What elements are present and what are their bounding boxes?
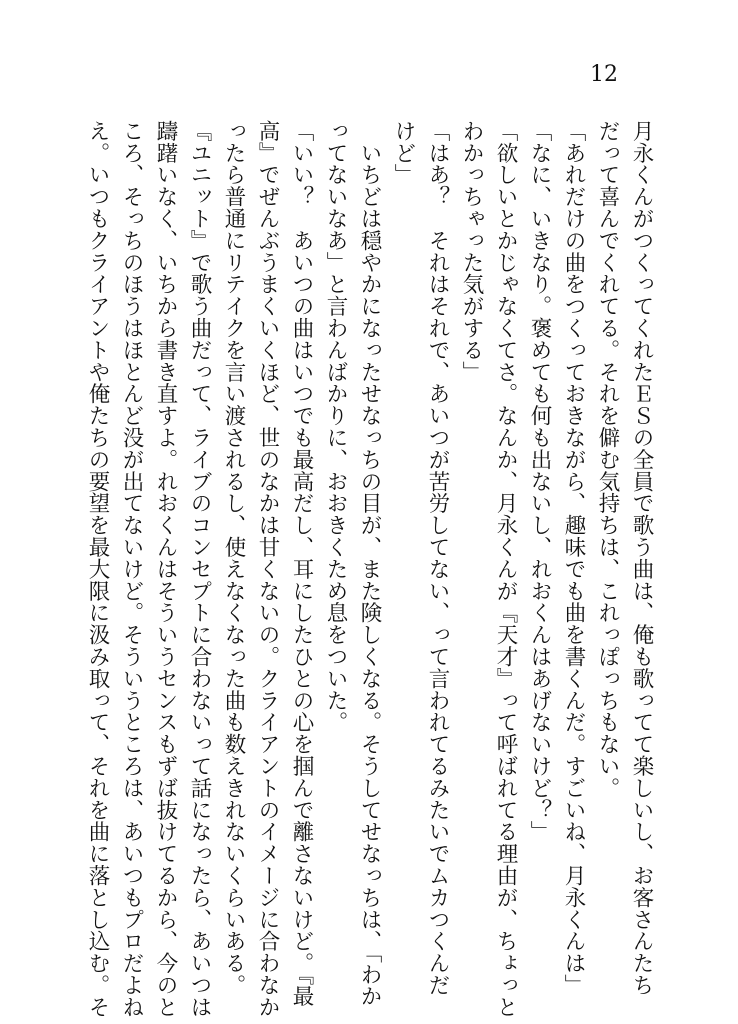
text-line: 「いい？ あいつの曲はいつでも最高だし、耳にしたひとの心を掴んで離さないけど。『最 bbox=[289, 120, 314, 1008]
text-line: 「はあ？ それはそれで、あいつが苦労してない、って言われてるみたいでムカつくんだ bbox=[425, 120, 450, 996]
text-line: いちどは穏やかになったせなっちの目が、また険しくなる。そうしてせなっちは、「わか bbox=[357, 120, 382, 1008]
text-line: 「なに、いきなり。褒めても何も出ないし、れおくんはあげないけど？」 bbox=[527, 120, 552, 843]
page-number: 12 bbox=[590, 62, 618, 87]
text-line: 躊躇いなく、いちから書き直すよ。れおくんはそういうセンスもずば抜けてるから、今のと bbox=[153, 120, 178, 1018]
text-line: え。いつもクライアントや俺たちの要望を最大限に汲み取って、それを曲に落とし込む。そ bbox=[85, 120, 110, 1018]
text-line: けど」 bbox=[391, 120, 416, 186]
vertical-text-block bbox=[80, 120, 658, 1018]
text-line: 『ユニット』で歌う曲だって、ライブのコンセプトに合わないって話になったら、あいつは bbox=[187, 120, 212, 1018]
text-line: だって喜んでくれてる。それを僻む気持ちは、これっぽっちもない。 bbox=[595, 120, 620, 799]
text-line: わかっちゃった気がする」 bbox=[459, 120, 484, 383]
text-line: 高』でぜんぶうまくいくほど、世のなかは甘くないの。クライアントのイメージに合わなか bbox=[255, 120, 280, 1018]
text-line: 「欲しいとかじゃなくてさ。なんか、月永くんが『天才』って呼ばれてる理由が、ちょっと bbox=[493, 120, 518, 1018]
text-line: ころ、そっちのほうはほとんど没が出てないけど。そういうところは、あいつもプロだよね bbox=[119, 120, 144, 1018]
text-line: 月永くんがつくってくれたＥＳの全員で歌う曲は、俺も歌ってて楽しいし、お客さんたち bbox=[629, 120, 654, 996]
text-line: 「あれだけの曲をつくっておきながら、趣味でも曲を書くんだ。すごいね、月永くんは」 bbox=[561, 120, 586, 996]
text-line: ってないなあ」と言わんばかりに、おおきくため息をついた。 bbox=[323, 120, 348, 734]
text-line: ったら普通にリテイクを言い渡されるし、使えなくなった曲も数えきれないくらいある。 bbox=[221, 120, 246, 996]
